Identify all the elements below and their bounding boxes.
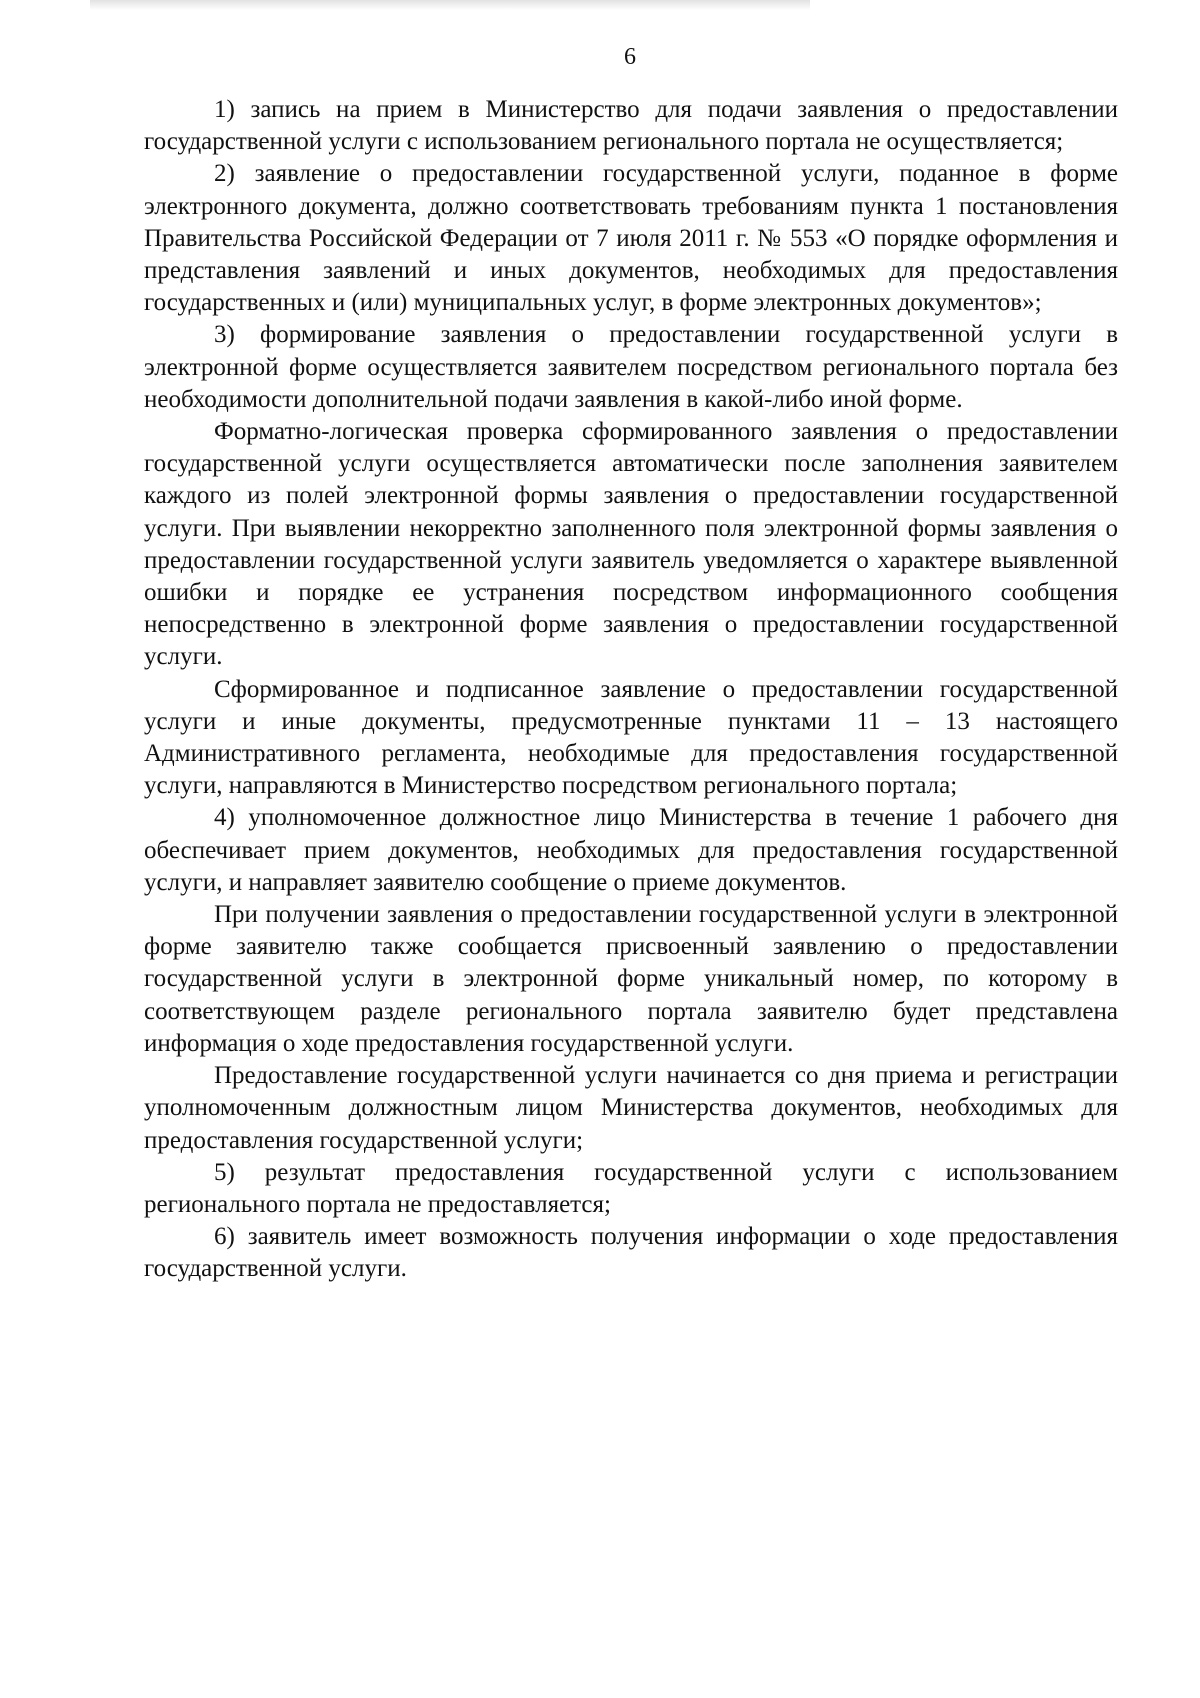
paragraph-submitted-application: Сформированное и подписанное заявление о предоставлении государственной услуги и иные документы, предусмотренные пунктами 11 – 13 настоящего Административного регламента, необходимые для предоставления государственной услуги, направляются в Министерство посредством регионального портала; (144, 675, 1118, 800)
page-number: 6 (624, 44, 636, 70)
paragraph-item-1: 1) запись на прием в Министерство для подачи заявления о предоставлении государственной услуги с использованием регионального портала не осуществляется; (144, 96, 1118, 156)
paragraph-item-4: 4) уполномоченное должностное лицо Министерства в течение 1 рабочего дня обеспечивает прием документов, необходимых для предоставления государственной услуги, и направляет заявителю сообщение о приеме документов. (144, 804, 1118, 896)
document-body (144, 94, 1118, 1286)
scan-edge-shadow (90, 0, 810, 10)
paragraph-service-start: Предоставление государственной услуги начинается со дня приема и регистрации уполномоченным должностным лицом Министерства документов, необходимых для предоставления государственной услуги; (144, 1062, 1118, 1154)
paragraph-item-2: 2) заявление о предоставлении государственной услуги, поданное в форме электронного документа, должно соответствовать требованиям пункта 1 постановления Правительства Российской Федерации от 7 июля 2011 г. № 553 «О порядке оформления и представления заявлений и иных документов, необходимых для предоставления государственных и (или) муниципальных услуг, в форме электронных документов»; (144, 160, 1118, 317)
paragraph-item-3: 3) формирование заявления о предоставлении государственной услуги в электронной форме осуществляется заявителем посредством регионального портала без необходимости дополнительной подачи заявления в какой-либо иной форме. (144, 321, 1118, 413)
paragraph-format-check: Форматно-логическая проверка сформированного заявления о предоставлении государственной услуги осуществляется автоматически после заполнения заявителем каждого из полей электронной формы заявления о предоставлении государственной услуги. При выявлении некорректно заполненного поля электронной формы заявления о предоставлении государственной услуги заявитель уведомляется о характере выявленной ошибки и порядке ее устранения посредством информационного сообщения непосредственно в электронной форме заявления о предоставлении государственной услуги. (144, 418, 1118, 671)
paragraph-item-5: 5) результат предоставления государственной услуги с использованием регионального портала не предоставляется; (144, 1158, 1118, 1218)
paragraph-unique-number: При получении заявления о предоставлении государственной услуги в электронной форме заявителю также сообщается присвоенный заявлению о предоставлении государственной услуги в электронной форме уникальный номер, по которому в соответствующем разделе регионального портала заявителю будет представлена информация о ходе предоставления государственной услуги. (144, 901, 1118, 1057)
paragraph-item-6: 6) заявитель имеет возможность получения информации о ходе предоставления государственной услуги. (144, 1223, 1118, 1283)
